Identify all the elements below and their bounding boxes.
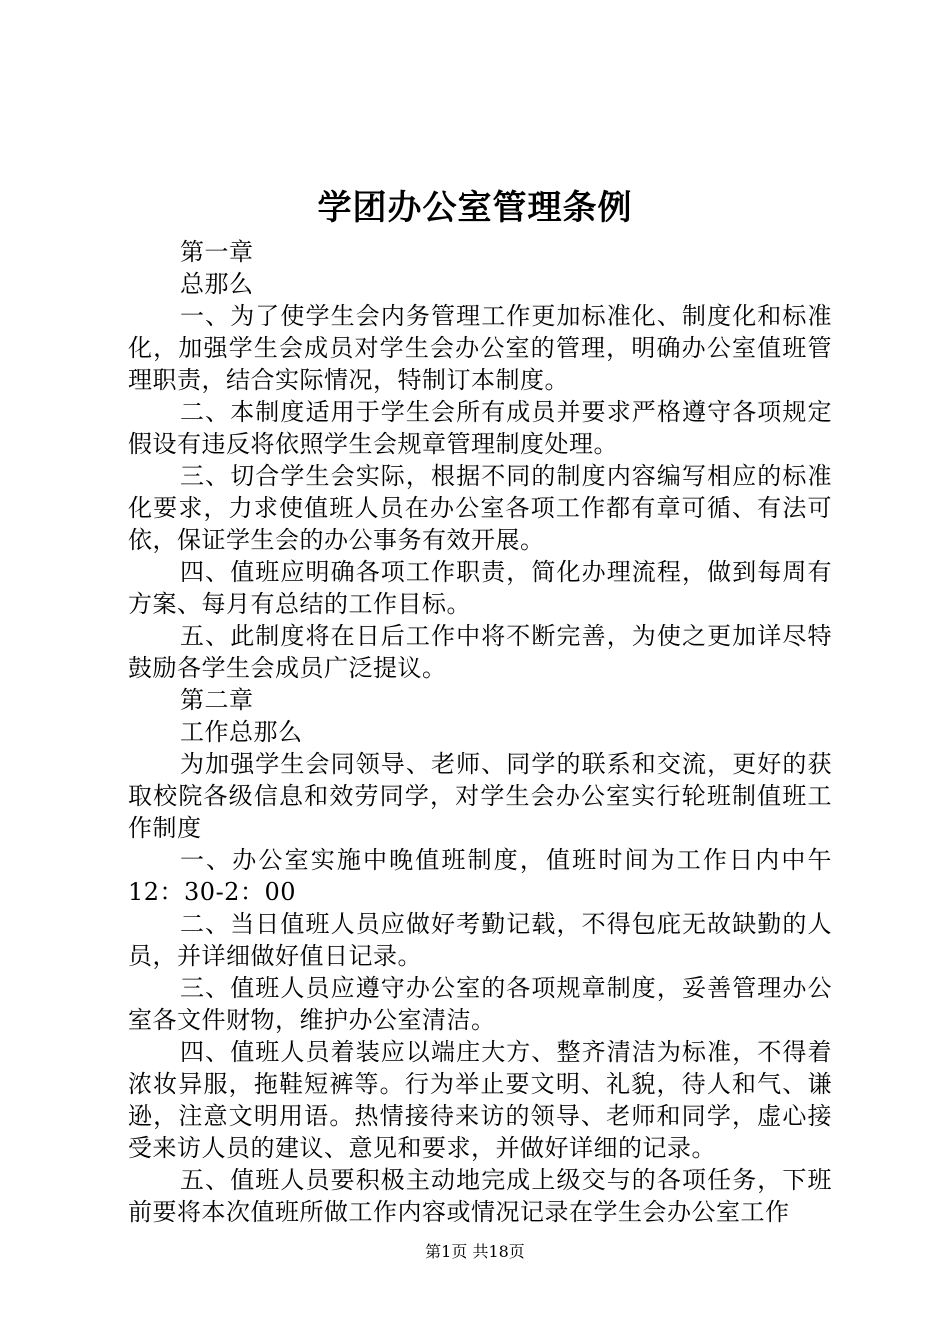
page-number-footer: 第1页 共18页: [425, 1242, 525, 1261]
document-title: 学团办公室管理条例: [317, 188, 633, 228]
paragraph: 为加强学生会同领导、老师、同学的联系和交流，更好的获取校院各级信息和效劳同学，对学生会办公室实行轮班制值班工作制度: [128, 750, 832, 842]
paragraph: 二、本制度适用于学生会所有成员并要求严格遵守各项规定假设有违反将依照学生会规章管理制度处理。: [128, 398, 832, 458]
paragraph: 三、值班人员应遵守办公室的各项规章制度，妥善管理办公室各文件财物，维护办公室清洁。: [128, 974, 832, 1034]
paragraph: 一、为了使学生会内务管理工作更加标准化、制度化和标准化，加强学生会成员对学生会办公室的管理，明确办公室值班管理职责，结合实际情况，特制订本制度。: [128, 302, 832, 394]
paragraph: 五、值班人员要积极主动地完成上级交与的各项任务，下班前要将本次值班所做工作内容或情况记录在学生会办公室工作: [128, 1166, 832, 1226]
section-heading: 工作总那么: [180, 718, 303, 746]
paragraph: 五、此制度将在日后工作中将不断完善，为使之更加详尽特鼓励各学生会成员广泛提议。: [128, 622, 832, 682]
paragraph: 四、值班人员着装应以端庄大方、整齐清洁为标准，不得着浓妆异服，拖鞋短裤等。行为举止要文明、礼貌，待人和气、谦逊，注意文明用语。热情接待来访的领导、老师和同学，虚心接受来访人员的建议、意见和要求，并做好详细的记录。: [128, 1038, 832, 1162]
paragraph: 四、值班应明确各项工作职责，简化办理流程，做到每周有方案、每月有总结的工作目标。: [128, 558, 832, 618]
paragraph: 三、切合学生会实际，根据不同的制度内容编写相应的标准化要求，力求使值班人员在办公室各项工作都有章可循、有法可依，保证学生会的办公事务有效开展。: [128, 462, 832, 554]
chapter-heading: 第二章: [180, 686, 254, 714]
document-body: [128, 236, 832, 1228]
paragraph: 二、当日值班人员应做好考勤记载，不得包庇无故缺勤的人员，并详细做好值日记录。: [128, 910, 832, 970]
chapter-heading: 第一章: [180, 238, 254, 266]
paragraph: 一、办公室实施中晚值班制度，值班时间为工作日内中午12：30-2：00: [128, 846, 832, 906]
section-heading: 总那么: [180, 270, 254, 298]
